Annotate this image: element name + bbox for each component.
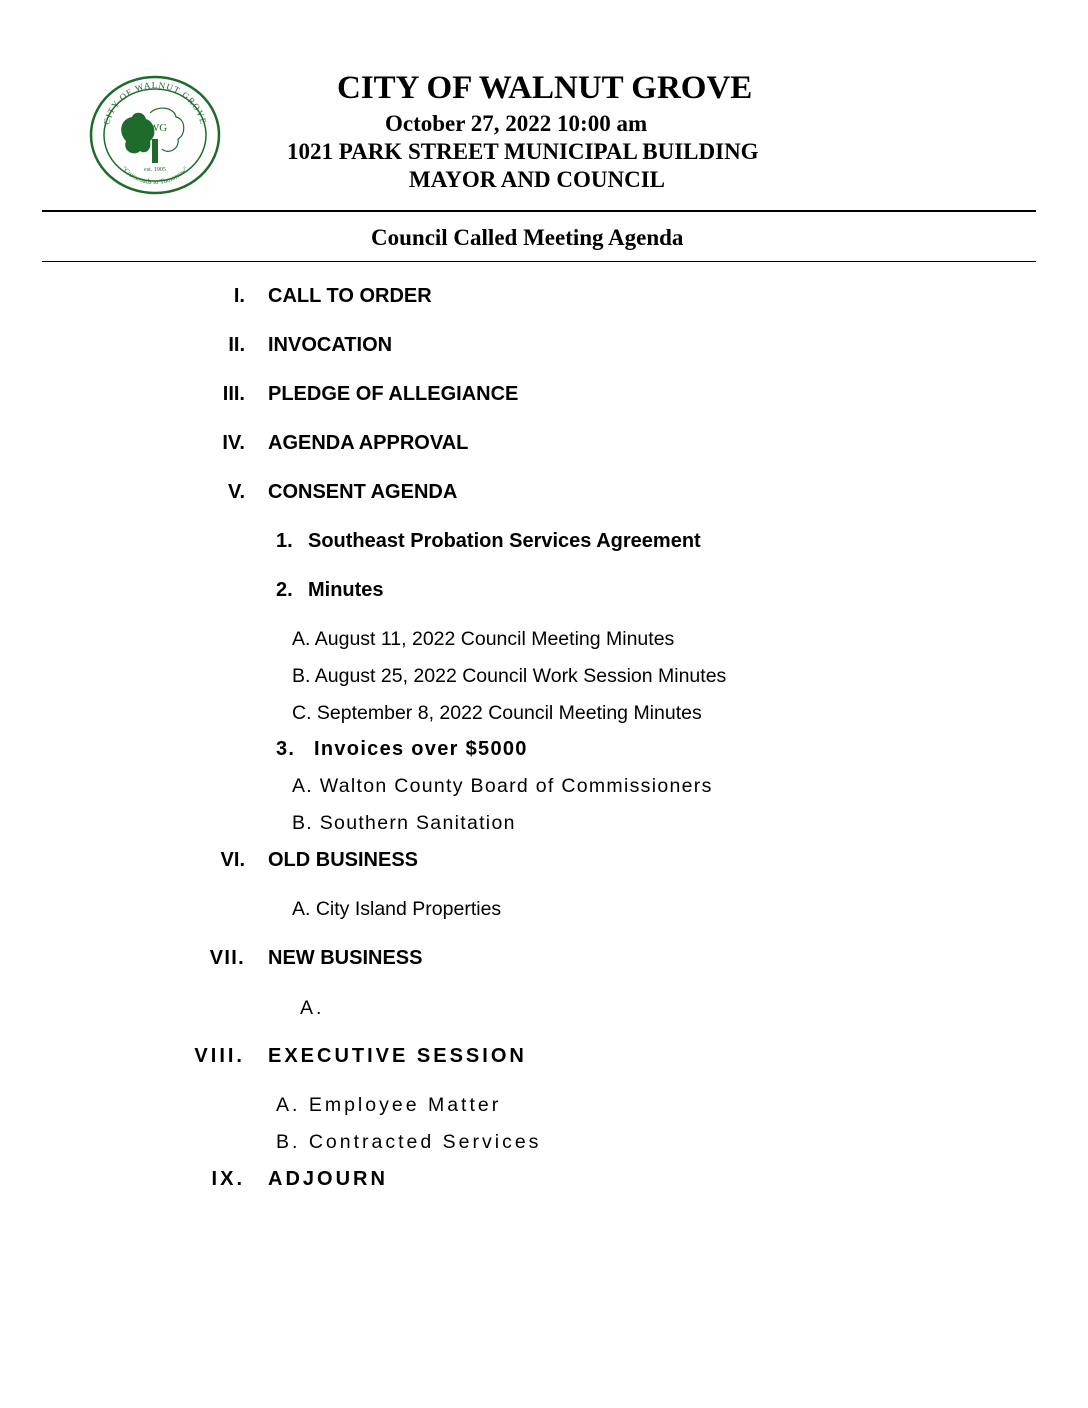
subitem-probation-agreement: Southeast Probation Services Agreement	[308, 530, 701, 552]
old-business-city-island: A. City Island Properties	[292, 898, 502, 920]
header-rule-top	[42, 210, 1036, 212]
minutes-sep-8: C. September 8, 2022 Council Meeting Minutes	[292, 702, 702, 724]
subitem-minutes: Minutes	[308, 579, 384, 601]
item-old-business: OLD BUSINESS	[268, 849, 419, 871]
subitem-number-1: 1.	[276, 530, 293, 552]
item-invocation: INVOCATION	[268, 334, 393, 356]
city-seal-logo	[88, 75, 222, 195]
agenda-title: Council Called Meeting Agenda	[371, 225, 684, 250]
subitem-number-3: 3.	[276, 738, 296, 760]
invoice-southern-sanitation: B. Southern Sanitation	[292, 812, 516, 834]
item-number-i: I.	[233, 285, 245, 307]
item-number-ix: IX.	[211, 1168, 245, 1190]
item-consent-agenda: CONSENT AGENDA	[268, 481, 458, 503]
item-number-viii: VIII.	[194, 1045, 245, 1067]
new-business-item-a: A.	[300, 997, 325, 1019]
seal-bottom-text: "Crossroads to Tomorrow"	[120, 164, 190, 187]
subitem-invoices: Invoices over $5000	[314, 738, 528, 760]
item-number-v: V.	[227, 481, 245, 503]
minutes-aug-25: B. August 25, 2022 Council Work Session Minutes	[292, 665, 727, 687]
seal-monogram: WG	[148, 122, 168, 134]
item-call-to-order: CALL TO ORDER	[268, 285, 432, 307]
exec-employee-matter: A. Employee Matter	[276, 1094, 502, 1116]
item-number-vii: VII.	[209, 947, 245, 969]
seal-top-text: CITY OF WALNUT GROVE	[101, 79, 209, 126]
item-number-iii: III.	[222, 383, 245, 405]
invoice-walton-county: A. Walton County Board of Commissioners	[292, 775, 713, 797]
minutes-aug-11: A. August 11, 2022 Council Meeting Minutes	[292, 628, 675, 650]
item-adjourn: ADJOURN	[268, 1168, 388, 1190]
meeting-body: MAYOR AND COUNCIL	[409, 167, 665, 192]
header-rule-bottom	[42, 261, 1036, 262]
item-pledge: PLEDGE OF ALLEGIANCE	[268, 383, 519, 405]
item-number-iv: IV.	[222, 432, 245, 454]
item-executive-session: EXECUTIVE SESSION	[268, 1045, 527, 1067]
document-title: CITY OF WALNUT GROVE	[337, 70, 753, 106]
item-number-ii: II.	[228, 334, 245, 356]
item-agenda-approval: AGENDA APPROVAL	[268, 432, 469, 454]
seal-est: est. 1905	[144, 167, 166, 173]
item-number-vi: VI.	[220, 849, 245, 871]
exec-contracted-services: B. Contracted Services	[276, 1131, 542, 1153]
meeting-datetime: October 27, 2022 10:00 am	[385, 111, 648, 136]
subitem-number-2: 2.	[276, 579, 293, 601]
item-new-business: NEW BUSINESS	[268, 947, 423, 969]
meeting-address: 1021 PARK STREET MUNICIPAL BUILDING	[287, 139, 759, 164]
